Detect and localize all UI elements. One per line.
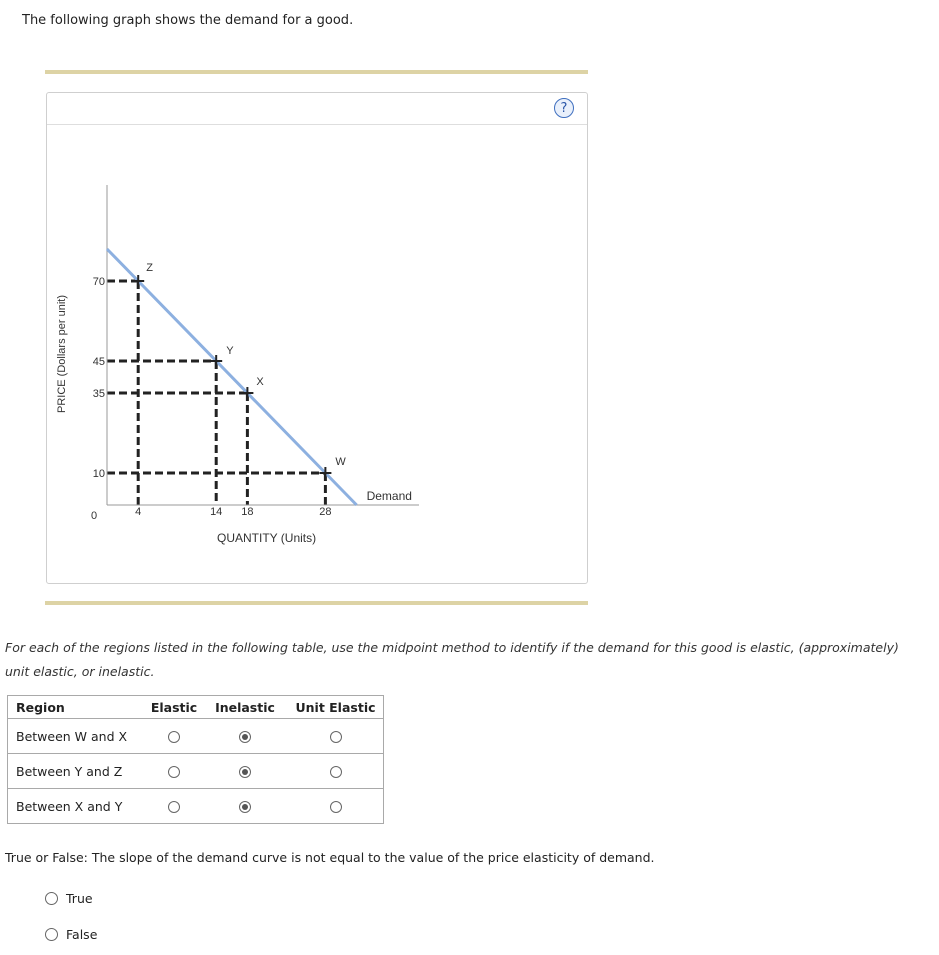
header-unit-elastic: Unit Elastic [295, 699, 376, 715]
region-label: Between X and Y [8, 789, 147, 824]
option-true[interactable] [45, 891, 93, 906]
radio-w-x-unit-elastic[interactable] [330, 731, 342, 743]
top-divider [45, 70, 588, 74]
demand-curve-label: Demand [366, 489, 412, 503]
table-header-row [8, 696, 384, 719]
y-tick-label: 35 [92, 388, 105, 400]
radio-true[interactable] [45, 892, 58, 905]
y-axis-title: PRICE (Dollars per unit) [56, 295, 68, 413]
x-tick-label: 18 [241, 506, 254, 518]
origin-label: 0 [91, 510, 98, 522]
y-tick-label: 45 [92, 356, 105, 368]
table-row [8, 754, 384, 789]
table-row [8, 719, 384, 754]
instructions-text: For each of the regions listed in the following table, use the midpoint method to identify if the demand for this good is elastic, (approximately) unit elastic, or inelastic. [5, 640, 899, 679]
header-elastic: Elastic [150, 699, 198, 715]
x-tick-label: 14 [210, 506, 223, 518]
radio-x-y-unit-elastic[interactable] [330, 801, 342, 813]
region-label: Between Y and Z [8, 754, 147, 789]
x-axis-title: QUANTITY (Units) [217, 531, 317, 545]
radio-y-z-inelastic[interactable] [239, 766, 251, 778]
option-true-label: True [66, 891, 93, 906]
radio-w-x-elastic[interactable] [168, 731, 180, 743]
intro-text: The following graph shows the demand for a good. [22, 13, 354, 28]
header-inelastic: Inelastic [215, 699, 275, 715]
radio-w-x-inelastic[interactable] [239, 731, 251, 743]
header-region: Region [16, 699, 65, 715]
true-false-question: True or False: The slope of the demand curve is not equal to the value of the price elasticity of demand. [5, 850, 655, 865]
point-label: Z [146, 262, 153, 274]
option-false-label: False [66, 927, 98, 942]
bottom-divider [45, 601, 588, 605]
radio-x-y-inelastic[interactable] [239, 801, 251, 813]
radio-y-z-elastic[interactable] [168, 766, 180, 778]
help-button[interactable]: ? [554, 98, 574, 118]
y-tick-label: 10 [92, 468, 105, 480]
table-row [8, 789, 384, 824]
point-label: Y [226, 345, 234, 357]
region-label: Between W and X [8, 719, 147, 754]
x-tick-label: 28 [319, 506, 332, 518]
radio-x-y-elastic[interactable] [168, 801, 180, 813]
y-tick-label: 70 [92, 276, 105, 288]
point-label: X [256, 376, 264, 388]
elasticity-table [7, 695, 384, 824]
demand-curve[interactable] [107, 249, 357, 505]
graph-panel [46, 92, 588, 584]
point-label: W [335, 456, 346, 468]
option-false[interactable] [45, 927, 97, 942]
demand-chart [47, 93, 587, 583]
x-tick-label: 4 [135, 506, 142, 518]
radio-y-z-unit-elastic[interactable] [330, 766, 342, 778]
radio-false[interactable] [45, 928, 58, 941]
